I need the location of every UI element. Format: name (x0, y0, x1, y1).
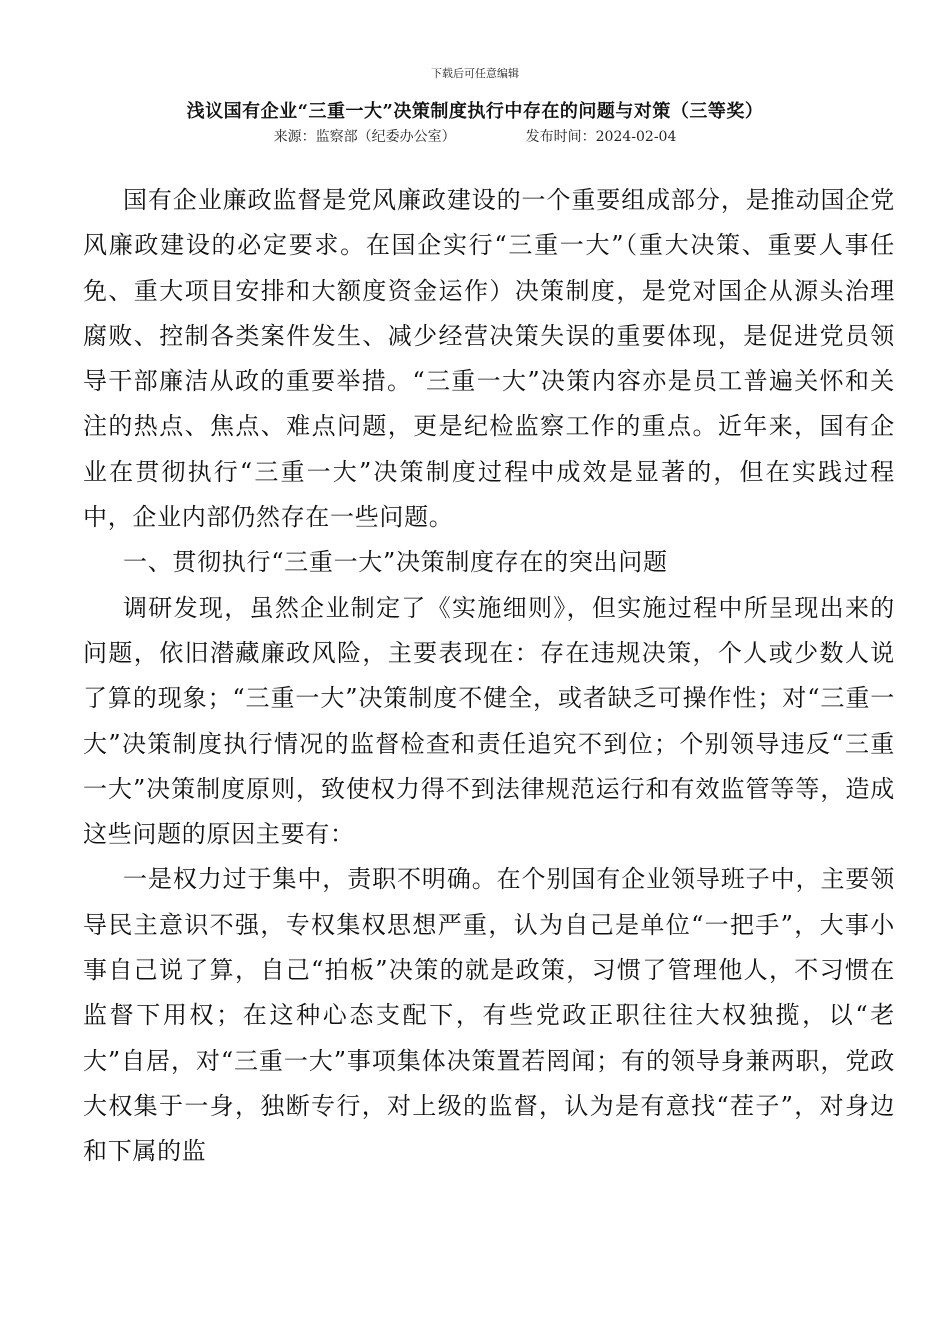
paragraph-cause-1: 一是权力过于集中，责职不明确。在个别国有企业领导班子中，主要领导民主意识不强，专权集权思想严重，认为自己是单位“一把手”，大事小事自己说了算，自己“拍板”决策的就是政策，习惯了管理他人，不习惯在监督下用权；在这种心态支配下，有些党政正职往往大权独揽，以“老大”自居，对“三重一大”事项集体决策置若罔闻；有的领导身兼两职，党政大权集于一身，独断专行，对上级的监督，认为是有意找“茬子”，对身边和下属的监 (83, 865, 895, 1166)
header-note: 下载后可任意编辑 (431, 67, 519, 80)
section-heading-1: 一、贯彻执行“三重一大”决策制度存在的突出问题 (123, 548, 668, 577)
document-title: 浅议国有企业“三重一大”决策制度执行中存在的问题与对策（三等奖） (186, 101, 764, 122)
paragraph-findings: 调研发现，虽然企业制定了《实施细则》，但实施过程中所呈现出来的问题，依旧潜藏廉政风险，主要表现在：存在违规决策，个人或少数人说了算的现象；“三重一大”决策制度不健全，或者缺乏可操作性；对“三重一大”决策制度执行情况的监督检查和责任追究不到位；个别领导违反“三重一大”决策制度原则，致使权力得不到法律规范运行和有效监管等等，造成这些问题的原因主要有： (83, 593, 895, 849)
document-meta (0, 128, 950, 146)
publish-time: 发布时间：2024-02-04 (525, 129, 677, 145)
paragraph-intro: 国有企业廉政监督是党风廉政建设的一个重要组成部分，是推动国企党风廉政建设的必定要求。在国企实行“三重一大”（重大决策、重要人事任免、重大项目安排和大额度资金运作）决策制度，是党对国企从源头治理腐败、控制各类案件发生、减少经营决策失误的重要体现，是促进党员领导干部廉洁从政的重要举措。“三重一大”决策内容亦是员工普遍关怀和关注的热点、焦点、难点问题，更是纪检监察工作的重点。近年来，国有企业在贯彻执行“三重一大”决策制度过程中成效是显著的，但在实践过程中，企业内部仍然存在一些问题。 (83, 186, 895, 532)
source-label: 来源：监察部（纪委办公室） (273, 129, 456, 145)
document-body (83, 178, 895, 1175)
